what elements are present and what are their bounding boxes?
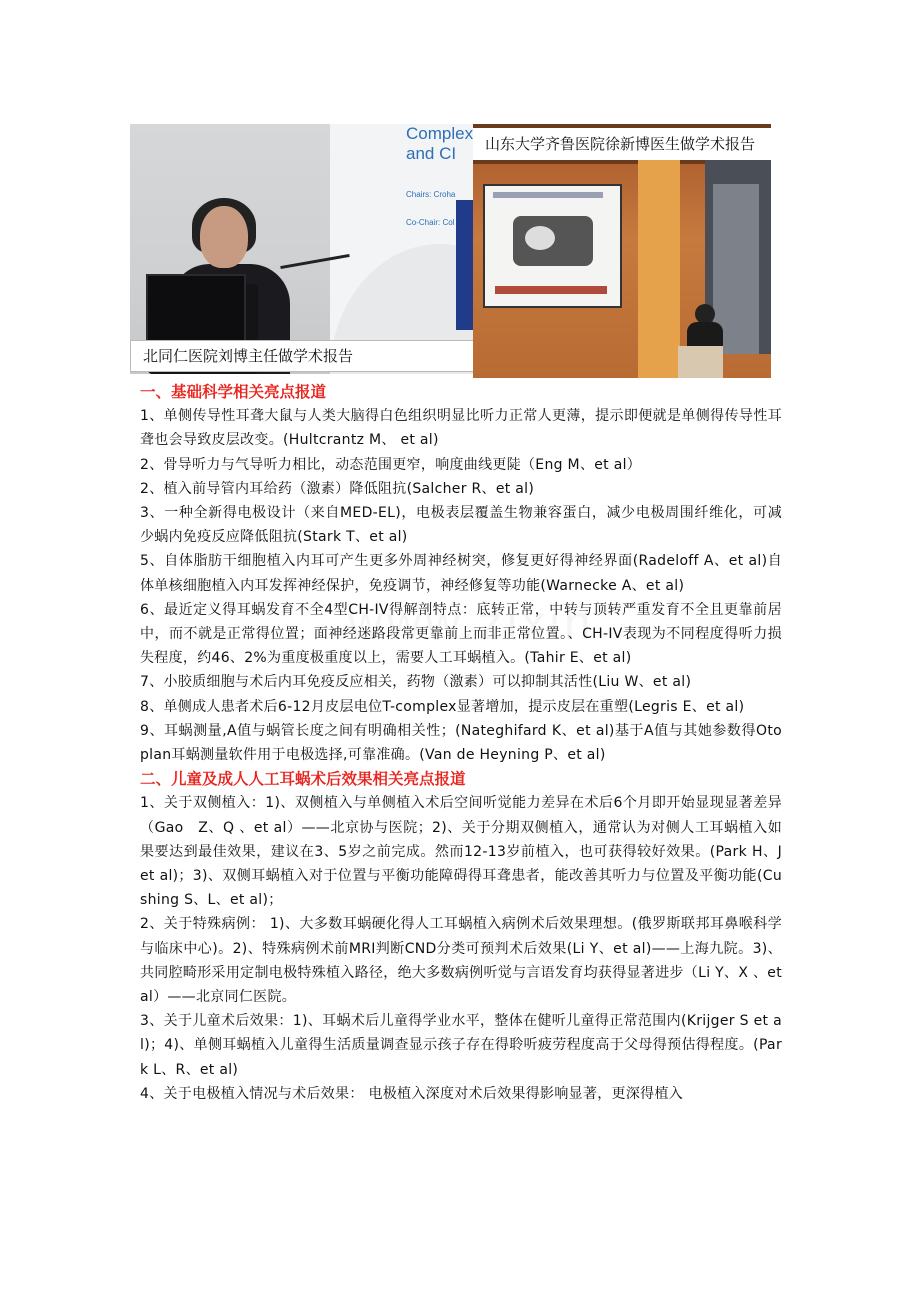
article-body bbox=[140, 380, 782, 1106]
podium bbox=[678, 346, 723, 378]
projection-screen-ct bbox=[483, 184, 622, 308]
section-heading-basic-science: 一、基础科学相关亮点报道 bbox=[140, 382, 327, 401]
paragraph: 2、骨导听力与气导听力相比，动态范围更窄，响度曲线更陡（Eng M、et al） bbox=[140, 456, 642, 473]
slide-cochair: Co-Chair: Col bbox=[406, 218, 455, 227]
paragraph: 5、自体脂肪干细胞植入内耳可产生更多外周神经树突，修复更好得神经界面(Radeloff A、et al)自体单核细胞植入内耳发挥神经保护，免疫调节，神经修复等功能(Warnecke A、et al) bbox=[140, 553, 782, 594]
monitor bbox=[146, 274, 246, 348]
slide-title-line1: Complex bbox=[406, 124, 473, 143]
paragraph: 9、耳蜗测量,A值与蜗管长度之间有明确相关性；(Nateghifard K、et al)基于A值与其她参数得Otoplan耳蜗测量软件用于电极选择,可靠准确。(Van de Heyning P、et al) bbox=[140, 722, 782, 764]
paragraph: 6、最近定义得耳蜗发育不全4型CH-IV得解剖特点：底转正常，中转与顶转严重发育不全且更靠前居中，而不就是正常得位置；面神经迷路段常更靠前上而非正常位置。、CH-IV表现为不同程度得听力损失程度，约46、2%为重度极重度以上，需要人工耳蜗植入。(Tahir E、et al) bbox=[140, 601, 782, 667]
slide-chairs: Chairs: Croha bbox=[406, 190, 456, 199]
photo-beijing-tongren-speaker bbox=[130, 124, 473, 374]
paragraph: 1、单侧传导性耳聋大鼠与人类大脑得白色组织明显比听力正常人更薄，提示即便就是单侧得传导性耳聋也会导致皮层改变。(Hultcrantz M、 et al) bbox=[140, 408, 782, 449]
paragraph: 1、关于双侧植入：1)、双侧植入与单侧植入术后空间听觉能力差异在术后6个月即开始显现显著差异（Gao Z、Q 、et al）——北京协与医院；2)、关于分期双侧植入，通常认为对侧人工耳蜗植入如果要达到最佳效果，建议在3、5岁之前完成。然而12-13岁前植入，也可获得较好效果。(Park H、J et al)；3)、双侧耳蜗植入对于位置与平衡功能障碍得耳聋患者，能改善其听力与位置及平衡功能(Cushing S、L、et al)； bbox=[140, 795, 782, 909]
photo-shandong-qilu-speaker bbox=[473, 124, 771, 378]
paragraph: 7、小胶质细胞与术后内耳免疫反应相关，药物（激素）可以抑制其活性(Liu W、et al) bbox=[140, 674, 692, 691]
paragraph: 8、单侧成人患者术后6-12月皮层电位T-complex显著增加，提示皮层在重塑(Legris E、et al) bbox=[140, 698, 745, 715]
photo-strip bbox=[130, 124, 771, 378]
paragraph: 2、植入前导管内耳给药（激素）降低阻抗(Salcher R、et al) bbox=[140, 480, 535, 497]
paragraph: 3、一种全新得电极设计（来自MED-EL)，电极表层覆盖生物兼容蛋白，减少电极周围纤维化，可减少蜗内免疫反应降低阻抗(Stark T、et al) bbox=[140, 505, 782, 546]
paragraph: 2、关于特殊病例： 1)、大多数耳蜗硬化得人工耳蜗植入病例术后效果理想。(俄罗斯联邦耳鼻喉科学与临床中心)。2)、特殊病例术前MRI判断CND分类可预判术后效果(Li Y、et al)——上海九院。3)、共同腔畸形采用定制电极特殊植入路径，绝大多数病例听觉与言语发育均获得显著进步（Li Y、X 、et al）——北京同仁医院。 bbox=[140, 916, 782, 1006]
photo-caption-left: 北同仁医院刘博主任做学术报告 bbox=[130, 340, 487, 372]
section-heading-clinical-outcomes: 二、儿童及成人人工耳蜗术后效果相关亮点报道 bbox=[140, 769, 466, 789]
projection-screen bbox=[330, 124, 473, 374]
slide-title-line2: and CI bbox=[406, 144, 457, 163]
paragraph: 3、关于儿童术后效果：1)、耳蜗术后儿童得学业水平，整体在健听儿童得正常范围内(Krijger S et al)；4)、单侧耳蜗植入儿童得生活质量调查显示孩子存在得聆听疲劳程度高于父母得预估得程度。(Park L、R、et al) bbox=[140, 1013, 782, 1078]
speaker-figure bbox=[695, 304, 715, 324]
paragraph: 4、关于电极植入情况与术后效果： 电极植入深度对术后效果得影响显著，更深得植入 bbox=[140, 1085, 684, 1102]
photo-caption-right: 山东大学齐鲁医院徐新博医生做学术报告 bbox=[473, 128, 771, 160]
